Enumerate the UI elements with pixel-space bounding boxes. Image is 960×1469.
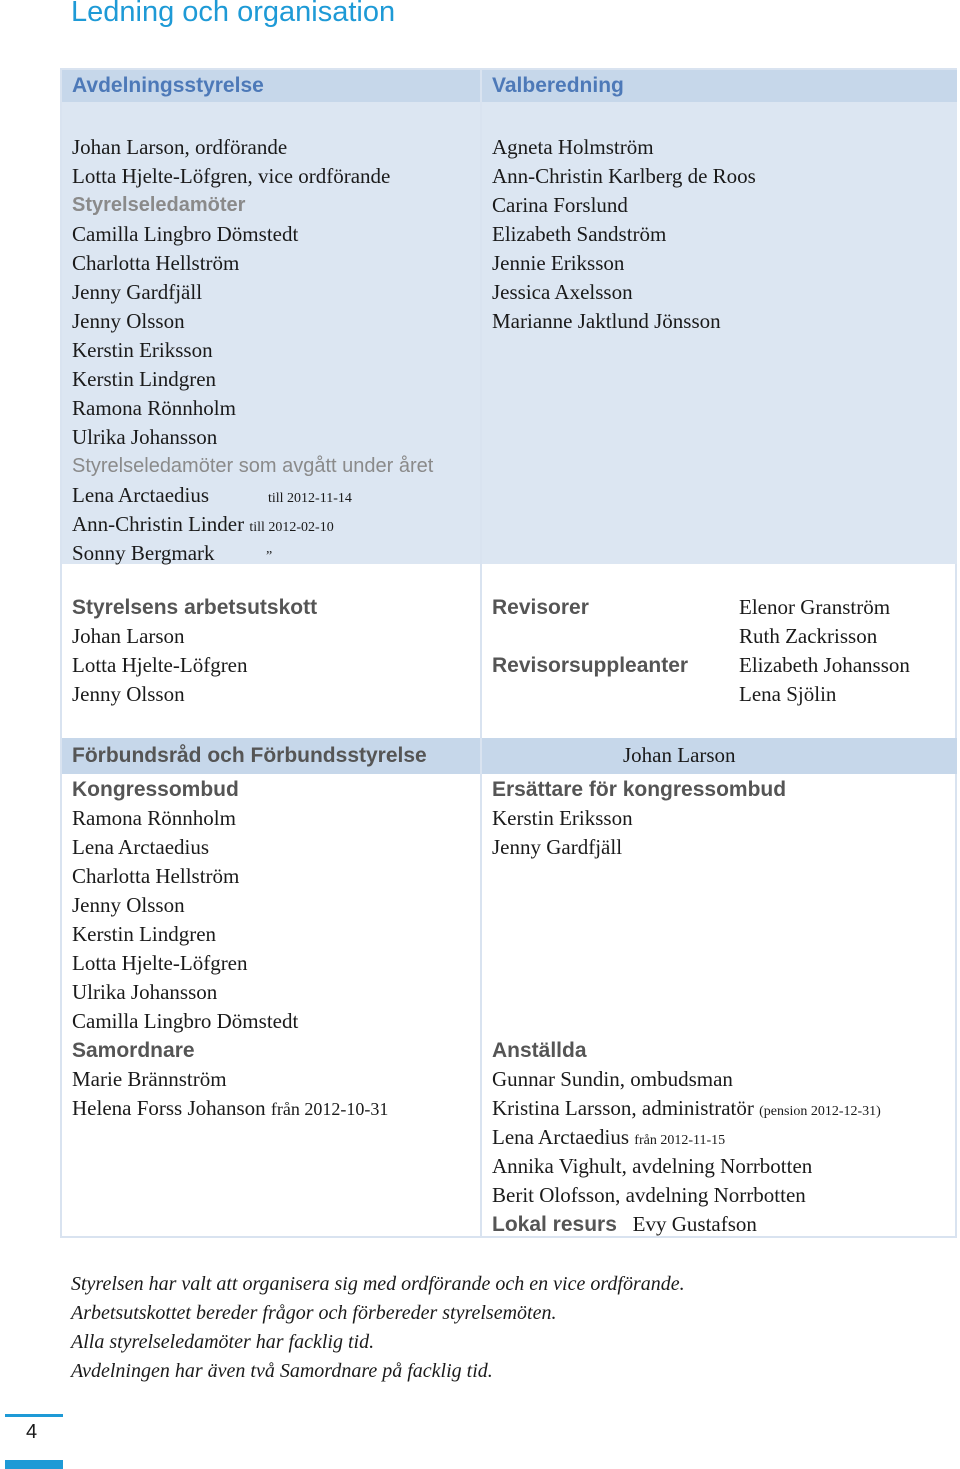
member: Elizabeth Sandström	[492, 222, 667, 246]
resigned-heading: Styrelseledamöter som avgått under året	[72, 455, 434, 477]
member: Carina Forslund	[492, 193, 628, 217]
spacer	[492, 862, 881, 891]
kongressombud: Lotta Hjelte-Löfgren	[72, 951, 248, 975]
member: Jennie Eriksson	[492, 251, 625, 275]
spacer	[492, 920, 881, 949]
anstallda-heading: Anställda	[492, 1039, 587, 1062]
note-line: Arbetsutskottet bereder frågor och förbereder styrelsemöten.	[71, 1302, 557, 1324]
avdelningsstyrelse-header: Avdelningsstyrelse	[62, 70, 480, 102]
arbetsutskott-list	[72, 593, 317, 709]
revisorsuppleanter-heading: Revisorsuppleanter	[492, 654, 689, 677]
resigned-note: till 2012-11-14	[268, 491, 352, 506]
member: Jenny Gardfjäll	[72, 280, 203, 304]
revisorer-labels	[492, 593, 688, 680]
organisation-table	[60, 68, 957, 1238]
member: Jenny Olsson	[72, 682, 185, 706]
resigned-note: ”	[266, 549, 273, 564]
valberedning-header: Valberedning	[482, 70, 957, 102]
valberedning-list	[492, 133, 756, 336]
page-number-bar-top	[5, 1414, 63, 1417]
resigned-name: Ann-Christin Linder	[72, 512, 245, 536]
vice-chair: Lotta Hjelte-Löfgren, vice ordförande	[72, 164, 391, 188]
arbetsutskott-heading: Styrelsens arbetsutskott	[72, 596, 318, 619]
anstalld-note: från 2012-11-15	[634, 1133, 726, 1148]
member: Ramona Rönnholm	[72, 396, 236, 420]
member: Lotta Hjelte-Löfgren	[72, 653, 248, 677]
resigned-name: Sonny Bergmark	[72, 541, 215, 565]
member: Johan Larson	[72, 624, 185, 648]
ersattare: Jenny Gardfjäll	[492, 835, 623, 859]
note-line: Avdelningen har även två Samordnare på facklig tid.	[71, 1360, 493, 1382]
member: Ann-Christin Karlberg de Roos	[492, 164, 756, 188]
ersattare-heading: Ersättare för kongressombud	[492, 778, 787, 801]
forbundsrad-right-cell	[480, 738, 957, 1236]
kongressombud-heading: Kongressombud	[72, 778, 239, 801]
member: Jenny Olsson	[72, 309, 185, 333]
revisorer-heading: Revisorer	[492, 596, 589, 619]
kongressombud: Camilla Lingbro Dömstedt	[72, 1009, 299, 1033]
page-title: Ledning och organisation	[71, 0, 396, 28]
samordnare-name: Helena Forss Johanson	[72, 1096, 266, 1120]
anstalld: Gunnar Sundin, ombudsman	[492, 1067, 733, 1091]
revisor: Elenor Granström	[739, 595, 891, 619]
samordnare	[72, 1094, 388, 1123]
samordnare: Marie Brännström	[72, 1067, 227, 1091]
kongressombud: Ulrika Johansson	[72, 980, 218, 1004]
page-number-bar-bottom	[5, 1460, 63, 1469]
spacer	[492, 949, 881, 978]
samordnare-heading: Samordnare	[72, 1039, 195, 1062]
anstalld-name: Lena Arctaedius	[492, 1125, 630, 1149]
spacer	[492, 1007, 881, 1036]
forbundsrad-left-cell	[62, 738, 480, 1236]
anstalld: Berit Olofsson, avdelning Norrbotten	[492, 1183, 806, 1207]
anstalld: Annika Vighult, avdelning Norrbotten	[492, 1154, 813, 1178]
anstalld-name: Kristina Larsson, administratör	[492, 1096, 754, 1120]
member: Marianne Jaktlund Jönsson	[492, 309, 721, 333]
forbundsrad-header: Förbundsråd och Förbundsstyrelse	[62, 738, 480, 774]
resigned-member	[72, 481, 433, 510]
kongressombud: Jenny Olsson	[72, 893, 185, 917]
revisorsuppleant: Elizabeth Johansson	[739, 653, 910, 677]
revisor: Ruth Zackrisson	[739, 624, 878, 648]
chair: Johan Larson, ordförande	[72, 135, 288, 159]
kongressombud: Kerstin Lindgren	[72, 922, 217, 946]
anstalld	[492, 1094, 881, 1123]
ersattare: Kerstin Eriksson	[492, 806, 633, 830]
lokal-heading: Lokal resurs	[492, 1213, 617, 1236]
anstalld	[492, 1123, 881, 1152]
member: Camilla Lingbro Dömstedt	[72, 222, 299, 246]
kongressombud: Ramona Rönnholm	[72, 806, 236, 830]
kongressombud: Lena Arctaedius	[72, 835, 210, 859]
members-heading: Styrelseledamöter	[72, 194, 246, 216]
member: Kerstin Lindgren	[72, 367, 217, 391]
spacer	[492, 622, 688, 651]
arbetsutskott-cell	[62, 564, 480, 738]
revisorsuppleant: Lena Sjölin	[739, 682, 837, 706]
forbundsrad-right-header: Johan Larson	[482, 738, 957, 774]
page-number: 4	[26, 1421, 38, 1443]
resigned-member	[72, 510, 433, 539]
member: Ulrika Johansson	[72, 425, 218, 449]
kongress-list	[72, 775, 388, 1123]
revisorer-cell	[480, 564, 957, 738]
note-line: Alla styrelseledamöter har facklig tid.	[71, 1331, 375, 1353]
member: Kerstin Eriksson	[72, 338, 213, 362]
revisorer-names	[739, 593, 910, 709]
valberedning-cell	[480, 70, 957, 564]
ersattare-list	[492, 775, 881, 1239]
notes	[71, 1270, 685, 1386]
resigned-name: Lena Arctaedius	[72, 483, 210, 507]
spacer	[492, 978, 881, 1007]
kongressombud: Charlotta Hellström	[72, 864, 240, 888]
lokal-resurs	[492, 1210, 881, 1239]
resigned-note: till 2012-02-10	[249, 520, 334, 535]
anstalld-note: (pension 2012-12-31)	[759, 1104, 881, 1119]
spacer	[492, 891, 881, 920]
samordnare-note: från 2012-10-31	[270, 1099, 389, 1119]
member: Agneta Holmström	[492, 135, 654, 159]
avdelningsstyrelse-cell	[62, 70, 480, 564]
note-line: Styrelsen har valt att organisera sig med ordförande och en vice ordförande.	[71, 1273, 685, 1295]
lokal-name: Evy Gustafson	[632, 1212, 757, 1236]
member: Jessica Axelsson	[492, 280, 633, 304]
avdelningsstyrelse-list	[72, 133, 433, 568]
member: Charlotta Hellström	[72, 251, 240, 275]
